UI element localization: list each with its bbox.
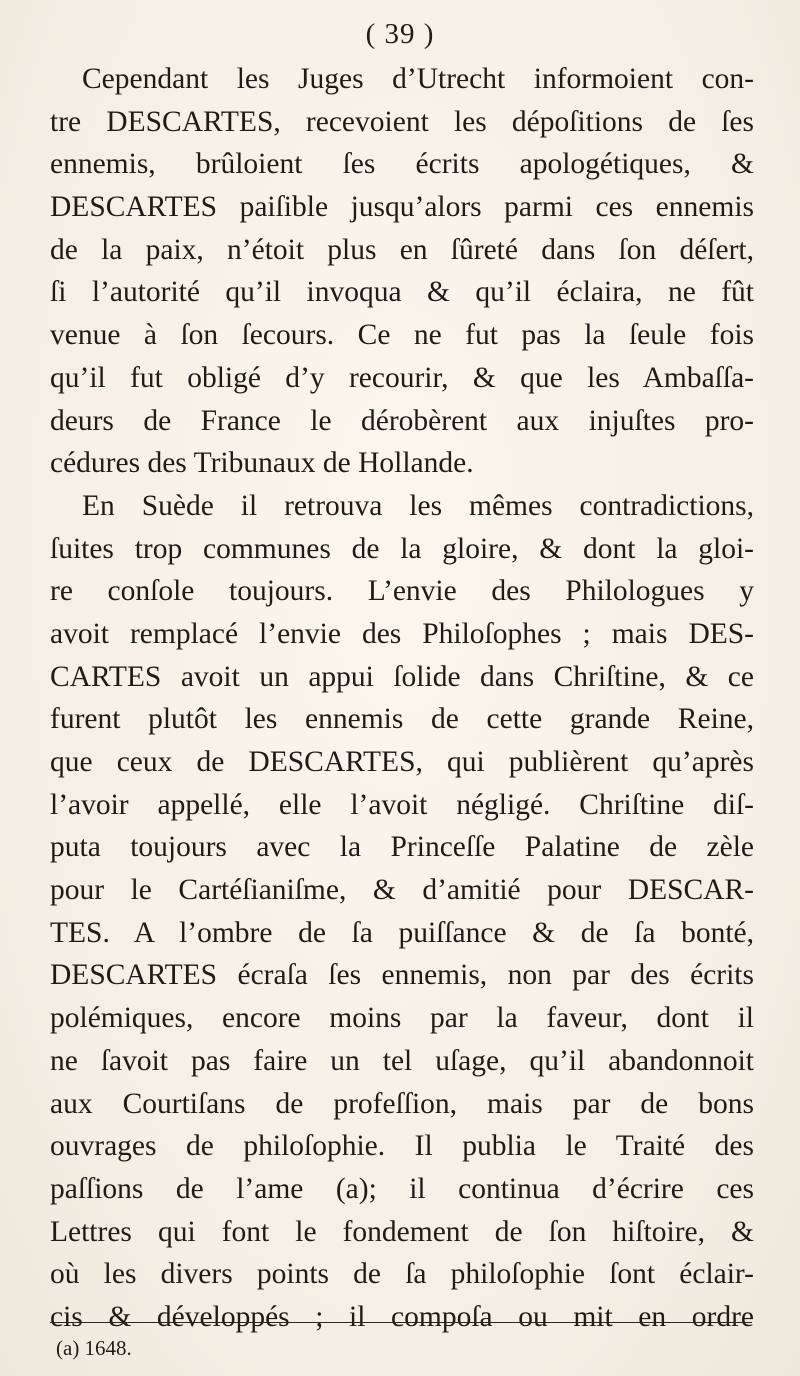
text-line: de la paix, n’étoit plus en ſûreté dans ſon déſert,: [50, 233, 754, 266]
text-line: DESCARTES écraſa ſes ennemis, non par des écrits: [50, 959, 754, 992]
text-line: ſuites trop communes de la gloire, & dont la gloi-: [50, 532, 754, 565]
footnote: (a) 1648.: [56, 1336, 132, 1360]
text-line: CARTES avoit un appui ſolide dans Chriſtine, & ce: [50, 660, 754, 693]
body-text: [50, 58, 754, 1339]
text-line: re conſole toujours. L’envie des Philologues y: [50, 575, 754, 608]
text-line: Lettres qui font le fondement de ſon hiſtoire, &: [50, 1215, 754, 1248]
page-number: ( 39 ): [365, 18, 435, 50]
text-line: cédures des Tribunaux de Hollande.: [50, 447, 474, 480]
text-line: cis & développés ; il compoſa ou mit en ordre: [50, 1300, 754, 1333]
text-line: tre DESCARTES, recevoient les dépoſitions de ſes: [50, 105, 754, 138]
text-line: deurs de France le dérobèrent aux injuſtes pro-: [50, 404, 754, 437]
text-line: ouvrages de philoſophie. Il publia le Traité des: [50, 1130, 754, 1163]
text-line: où les divers points de ſa philoſophie ſont éclair-: [50, 1258, 754, 1291]
text-line: venue à ſon ſecours. Ce ne fut pas la ſeule fois: [50, 319, 754, 352]
text-line: ſi l’autorité qu’il invoqua & qu’il éclaira, ne fût: [50, 276, 754, 309]
text-line: ne ſavoit pas faire un tel uſage, qu’il abandonnoit: [50, 1044, 754, 1077]
text-line: que ceux de DESCARTES, qui publièrent qu’après: [50, 746, 754, 778]
text-line: paſſions de l’ame (a); il continua d’écrire ces: [50, 1172, 754, 1205]
text-line: qu’il fut obligé d’y recourir, & que les Ambaſſa-: [50, 361, 754, 394]
text-line: En Suède il retrouva les mêmes contradictions,: [82, 489, 754, 522]
text-line: pour le Cartéſianiſme, & d’amitié pour DESCAR-: [50, 874, 754, 907]
text-line: Cependant les Juges d’Utrecht informoient con-: [82, 63, 754, 95]
text-line: polémiques, encore moins par la faveur, dont il: [50, 1002, 754, 1035]
text-line: avoit remplacé l’envie des Philoſophes ; mais DES-: [50, 617, 754, 650]
text-line: l’avoir appellé, elle l’avoit négligé. Chriſtine diſ-: [50, 788, 754, 821]
text-line: puta toujours avec la Princeſſe Palatine de zèle: [50, 831, 754, 864]
footnote-divider: [50, 1322, 752, 1323]
text-line: TES. A l’ombre de ſa puiſſance & de ſa bonté,: [50, 916, 754, 949]
text-line: DESCARTES paiſible jusqu’alors parmi ces ennemis: [50, 191, 754, 224]
text-line: furent plutôt les ennemis de cette grande Reine,: [50, 703, 754, 736]
text-line: ennemis, brûloient ſes écrits apologétiques, &: [50, 148, 754, 181]
text-line: aux Courtiſans de profeſſion, mais par de bons: [50, 1087, 754, 1120]
